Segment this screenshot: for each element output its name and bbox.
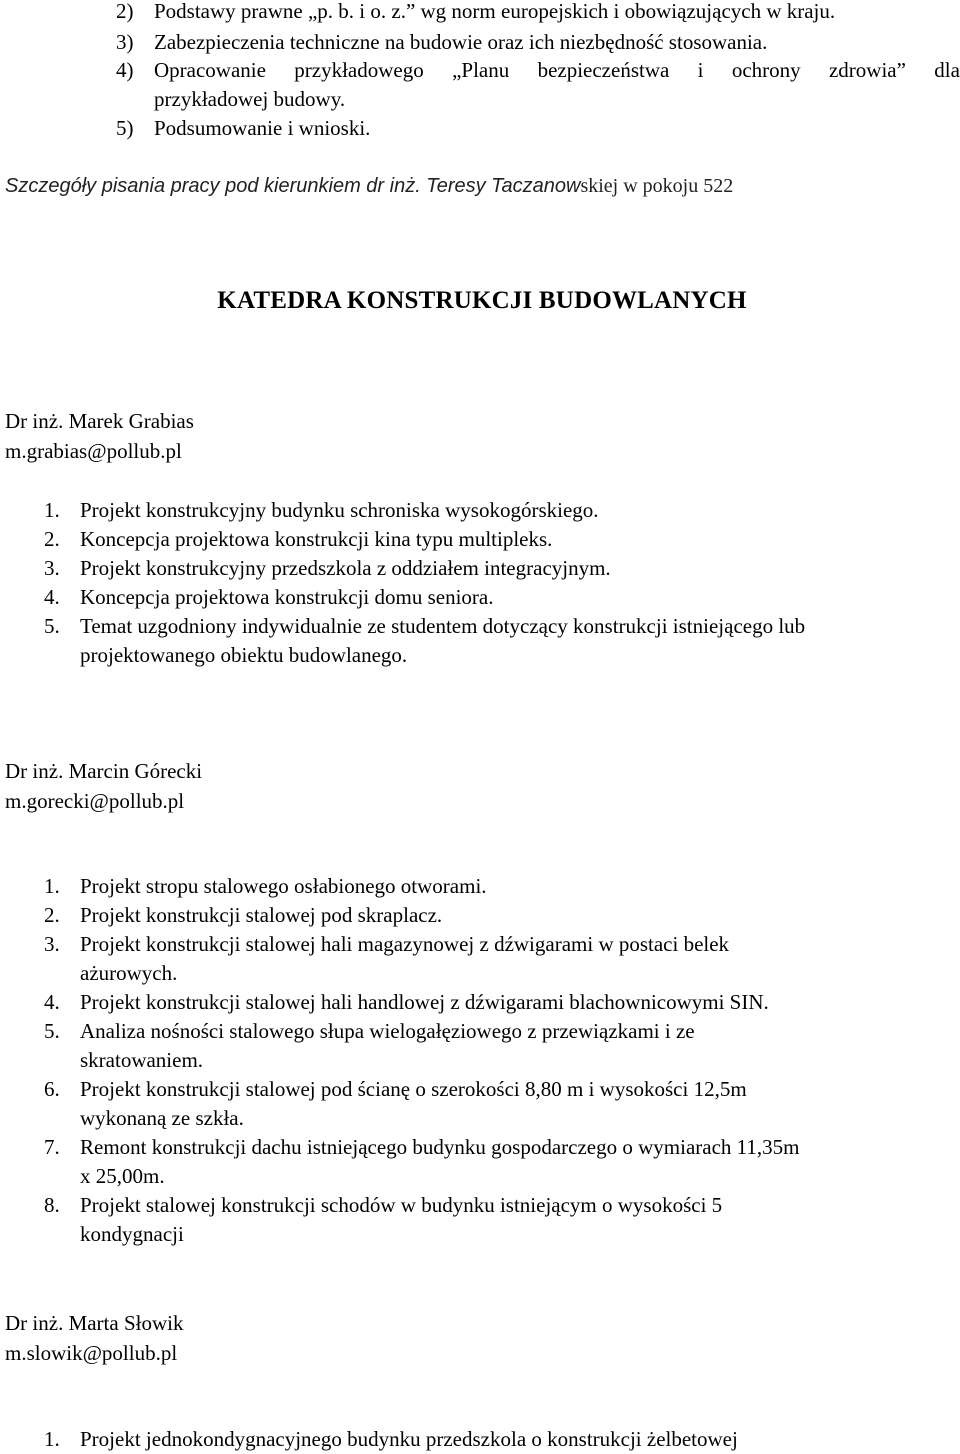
list-item <box>44 583 960 612</box>
supervisor-note <box>5 172 733 200</box>
topic-text: Remont konstrukcji dachu istniejącego budynku gospodarczego o wymiarach 11,35m <box>80 1135 800 1159</box>
word: zdrowia” <box>828 58 906 82</box>
topic-number: 2. <box>44 903 60 927</box>
topic-number: 2. <box>44 527 60 551</box>
word: Opracowanie <box>154 58 266 82</box>
department-heading: KATEDRA KONSTRUKCJI BUDOWLANYCH <box>217 287 747 314</box>
topic-text: Projekt konstrukcyjny budynku schroniska wysokogórskiego. <box>80 498 599 522</box>
topic-number: 6. <box>44 1077 60 1101</box>
topic-list-grabias <box>44 496 960 670</box>
person-email: m.grabias@pollub.pl <box>5 439 182 463</box>
topic-number: 3. <box>44 556 60 580</box>
top-item-4-line2: przykładowej budowy. <box>154 87 346 111</box>
list-item <box>44 1191 960 1249</box>
top-item-text-line1 <box>154 55 960 85</box>
topic-text: Projekt konstrukcji stalowej pod ścianę o szerokości 8,80 m i wysokości 12,5m <box>80 1077 747 1101</box>
top-item-4 <box>116 55 960 85</box>
top-item-text: Zabezpieczenia techniczne na budowie oraz ich niezbędność stosowania. <box>154 30 768 54</box>
topic-text: Projekt konstrukcji stalowej hali magazynowej z dźwigarami w postaci belek <box>80 932 730 956</box>
list-item <box>44 554 960 583</box>
top-item-2 <box>116 0 835 26</box>
note-regular: skiej w pokoju 522 <box>580 175 734 197</box>
top-item-number: 4) <box>116 58 134 82</box>
list-item <box>44 1425 960 1454</box>
person-name: Dr inż. Marcin Górecki <box>5 759 203 783</box>
list-item <box>44 496 960 525</box>
top-item-number: 3) <box>116 30 134 54</box>
list-item <box>44 930 960 988</box>
topic-list-gorecki <box>44 872 960 1249</box>
top-item-number: 5) <box>116 116 134 140</box>
topic-text: ażurowych. <box>80 961 178 985</box>
note-italic: Szczegóły pisania pracy pod kierunkiem dr inż. Teresy Taczanow <box>5 175 581 197</box>
word: „Planu <box>452 58 510 82</box>
topic-number: 8. <box>44 1193 60 1217</box>
top-item-3 <box>116 27 767 57</box>
topic-text: Projekt jednokondygnacyjnego budynku przedszkola o konstrukcji żelbetowej <box>80 1427 738 1451</box>
list-item <box>44 612 960 670</box>
word: bezpieczeństwa <box>537 58 670 82</box>
person-gorecki <box>5 756 202 816</box>
topic-text: projektowanego obiektu budowlanego. <box>80 643 408 667</box>
word: i <box>697 58 704 82</box>
list-item <box>44 1017 960 1075</box>
topic-text: x 25,00m. <box>80 1164 165 1188</box>
list-item <box>44 872 960 901</box>
list-item <box>44 1075 960 1133</box>
list-item <box>44 988 960 1017</box>
topic-list-slowik <box>44 1425 960 1454</box>
top-item-5 <box>116 113 370 143</box>
word: ochrony <box>731 58 801 82</box>
topic-number: 3. <box>44 932 60 956</box>
topic-number: 5. <box>44 1019 60 1043</box>
top-item-number: 2) <box>116 0 134 23</box>
top-item-text: Podsumowanie i wnioski. <box>154 116 371 140</box>
person-slowik <box>5 1308 183 1368</box>
topic-text: skratowaniem. <box>80 1048 204 1072</box>
topic-text: Projekt stalowej konstrukcji schodów w budynku istniejącym o wysokości 5 <box>80 1193 723 1217</box>
word: przykładowego <box>294 58 424 82</box>
topic-number: 1. <box>44 498 60 522</box>
topic-number: 4. <box>44 990 60 1014</box>
person-grabias <box>5 406 194 466</box>
topic-text: kondygnacji <box>80 1222 184 1246</box>
topic-number: 5. <box>44 614 60 638</box>
topic-text: Analiza nośności stalowego słupa wielogałęziowego z przewiązkami i ze <box>80 1019 695 1043</box>
topic-text: Projekt konstrukcji stalowej hali handlowej z dźwigarami blachownicowymi SIN. <box>80 990 769 1014</box>
topic-text: wykonaną ze szkła. <box>80 1106 244 1130</box>
topic-number: 1. <box>44 1427 60 1451</box>
top-item-text: Podstawy prawne „p. b. i o. z.” wg norm europejskich i obowiązujących w kraju. <box>154 0 836 23</box>
word: dla <box>934 58 960 82</box>
person-name: Dr inż. Marek Grabias <box>5 409 194 433</box>
person-email: m.slowik@pollub.pl <box>5 1341 178 1365</box>
topic-text: Projekt konstrukcyjny przedszkola z oddziałem integracyjnym. <box>80 556 611 580</box>
list-item <box>44 525 960 554</box>
list-item <box>44 1133 960 1191</box>
topic-text: Projekt konstrukcji stalowej pod skraplacz. <box>80 903 443 927</box>
person-name: Dr inż. Marta Słowik <box>5 1311 184 1335</box>
topic-text: Koncepcja projektowa konstrukcji domu seniora. <box>80 585 494 609</box>
person-email: m.gorecki@pollub.pl <box>5 789 185 813</box>
topic-text: Projekt stropu stalowego osłabionego otworami. <box>80 874 487 898</box>
topic-number: 4. <box>44 585 60 609</box>
list-item <box>44 901 960 930</box>
topic-text: Koncepcja projektowa konstrukcji kina typu multipleks. <box>80 527 553 551</box>
topic-number: 7. <box>44 1135 60 1159</box>
topic-number: 1. <box>44 874 60 898</box>
topic-text: Temat uzgodniony indywidualnie ze studentem dotyczący konstrukcji istniejącego lub <box>80 614 806 638</box>
